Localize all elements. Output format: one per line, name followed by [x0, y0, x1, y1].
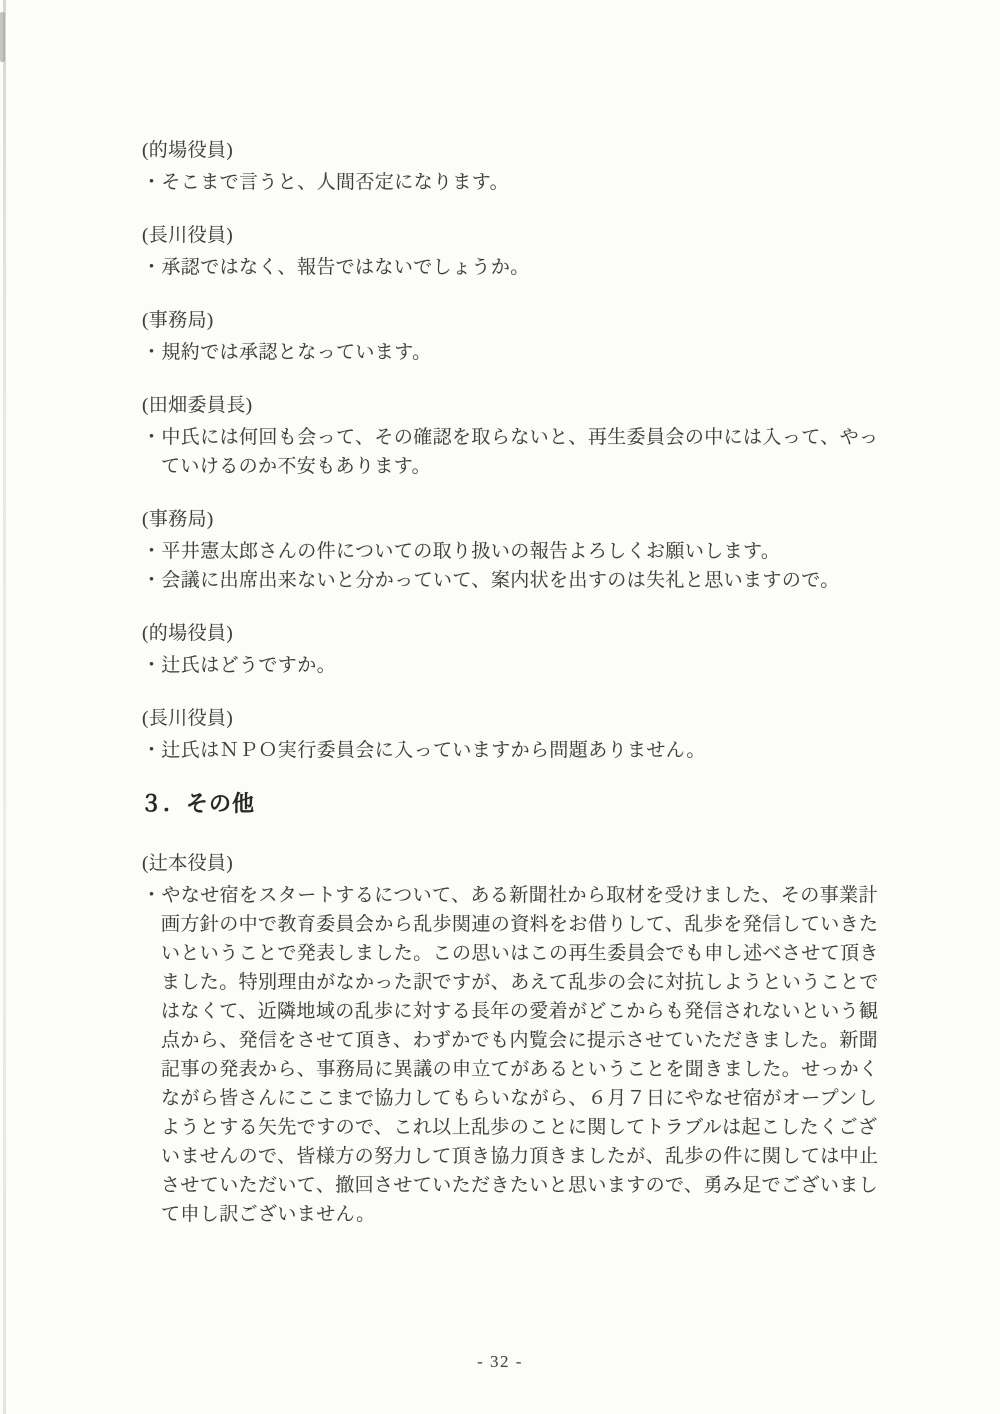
- statement-line-continuation: 画方針の中で教育委員会から乱歩関連の資料をお借りして、乱歩を発信していきた: [161, 914, 879, 935]
- statement-line: ・会議に出席出来ないと分かっていて、案内状を出すのは失礼と思いますので。: [142, 570, 840, 591]
- statement-line-continuation: て申し訳ございません。: [161, 1204, 376, 1225]
- page-number: - 32 -: [477, 1352, 523, 1371]
- speaker-label: (長川役員): [142, 708, 234, 729]
- statement-line: ・やなせ宿をスタートするについて、ある新聞社から取材を受けました、その事業計: [142, 885, 878, 906]
- speech-block: [142, 619, 922, 680]
- speaker-label: (的場役員): [142, 623, 234, 644]
- statement-line-continuation: ました。特別理由がなかった訳ですが、あえて乱歩の会に対抗しようということで: [161, 972, 879, 993]
- content-area: [142, 136, 922, 1253]
- statement-line-continuation: はなくて、近隣地域の乱歩に対する長年の愛着がどこからも発信されないという観: [161, 1001, 879, 1022]
- statement-line-continuation: ながら皆さんにここまで協力してもらいながら、６月７日にやなせ宿がオープンし: [161, 1088, 878, 1109]
- speaker-label: (長川役員): [142, 225, 234, 246]
- statement-line-continuation: ようとする矢先ですので、これ以上乱歩のことに関してトラブルは起こしたくござ: [161, 1117, 878, 1138]
- speech-block: [142, 136, 922, 197]
- statement-line: ・平井憲太郎さんの件についての取り扱いの報告よろしくお願いします。: [142, 541, 781, 562]
- scan-corner-smudge: [0, 12, 5, 62]
- statement-line: ・辻氏はどうですか。: [142, 655, 337, 676]
- statement-line: ・規約では承認となっています。: [142, 342, 432, 363]
- speaker-label: (的場役員): [142, 140, 234, 161]
- speaker-label: (事務局): [142, 310, 214, 331]
- statement-line-continuation: させていただいて、撤回させていただきたいと思いますので、勇み足でございまし: [161, 1175, 879, 1196]
- statement-line: ・中氏には何回も会って、その確認を取らないと、再生委員会の中には入って、やっ: [142, 427, 879, 448]
- statement-line-continuation: いませんので、皆様方の努力して頂き協力頂きましたが、乱歩の件に関しては中止: [161, 1146, 879, 1167]
- statement-line-continuation: ていけるのか不安もあります。: [161, 456, 432, 477]
- speaker-label: (田畑委員長): [142, 395, 253, 416]
- statement-line-continuation: 記事の発表から、事務局に異議の申立てがあるということを聞きました。せっかく: [161, 1059, 879, 1080]
- speech-block: [142, 505, 922, 595]
- speaker-label: (辻本役員): [142, 853, 234, 874]
- scan-edge-artifact: [3, 0, 6, 1414]
- statement-line: ・承認ではなく、報告ではないでしょうか。: [142, 257, 530, 278]
- statement-line: ・辻氏はＮＰＯ実行委員会に入っていますから問題ありません。: [142, 740, 706, 761]
- section-heading-sonota: ３．その他: [140, 791, 256, 816]
- speech-block: [142, 704, 922, 765]
- statement-line-continuation: 点から、発信をさせて頂き、わずかでも内覧会に提示させていただきました。新聞: [161, 1030, 879, 1051]
- speech-block: [142, 391, 922, 481]
- speaker-label: (事務局): [142, 509, 214, 530]
- statement-line-continuation: いということで発表しました。この思いはこの再生委員会でも申し述べさせて頂き: [161, 943, 879, 964]
- speech-block: [142, 221, 922, 282]
- speech-block: [142, 306, 922, 367]
- statement-line: ・そこまで言うと、人間否定になります。: [142, 172, 510, 193]
- speech-block: [142, 849, 922, 1229]
